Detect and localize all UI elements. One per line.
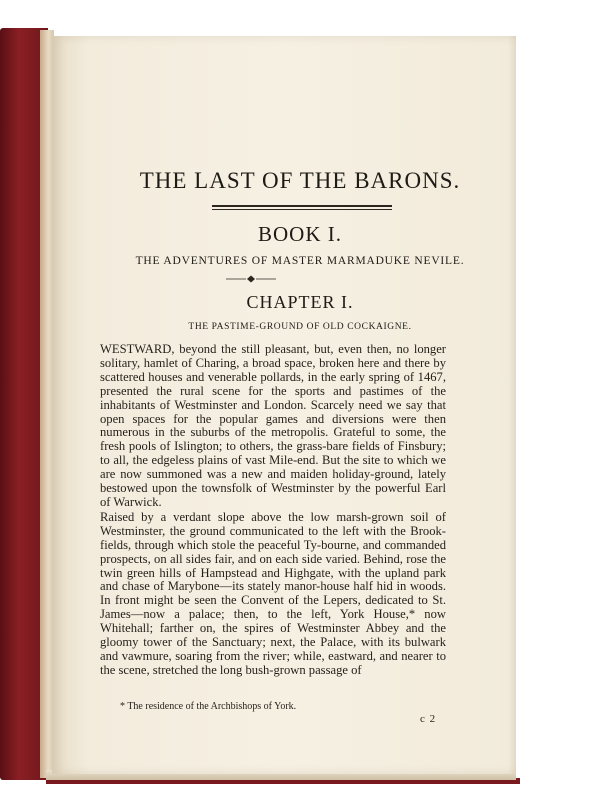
- chapter-body: [100, 343, 446, 678]
- signature-mark: c 2: [420, 713, 437, 725]
- chapter-subtitle: THE PASTIME-GROUND OF OLD COCKAIGNE.: [188, 322, 412, 332]
- page-shadow: [508, 36, 516, 774]
- book-heading: BOOK I.: [258, 222, 342, 246]
- paragraph: WESTWARD, beyond the still pleasant, but, even then, no longer solitary, hamlet of Charing, a broad space, broken here and there by scattered houses and venerable pollards, in the early spring of 1467, presented the rural scene for the sports and pastimes of the inhabitants of Westminster and London. Scarcely need we say that open spaces for the popular games and diversions were then numerous in the suburbs of the metropolis. Grateful to some, the fresh pools of Islington; to others, the grass-bare fields of Finsbury; to all, the edgeless plains of vast Mile-end. But the site to which we are now summoned was a new and maiden holiday-ground, lately bestowed upon the townsfolk of Westminster by the powerful Earl of Warwick.: [100, 342, 446, 509]
- paragraph: Raised by a verdant slope above the low marsh-grown soil of Westminster, the ground communicated to the left with the Brook-fields, through which stole the peaceful Ty-bourne, and commanded prospects, on all sides fair, and on each side varied. Behind, rose the twin green hills of Hampstead and Highgate, with the upland park and chase of Marybone—its stately manor-house half hid in woods. In front might be seen the Convent of the Lepers, dedicated to St. James—now a palace; then, to the left, York House,* now Whitehall; farther on, the spires of Westminster Abbey and the gloomy tower of the Sanctuary; next, the Palace, with its bulwark and vawmure, soaring from the river; while, eastward, and nearer to the scene, stretched the long bush-grown passage of: [100, 509, 446, 677]
- book-subtitle: THE ADVENTURES OF MASTER MARMADUKE NEVILE.: [135, 255, 465, 267]
- divider-ornament: [224, 274, 278, 284]
- title-rule: [212, 205, 392, 207]
- footnote: * The residence of the Archbishops of York.: [120, 701, 297, 712]
- book-title: THE LAST OF THE BARONS.: [139, 168, 461, 193]
- chapter-heading: CHAPTER I.: [246, 292, 354, 312]
- title-rule-thin: [212, 209, 392, 210]
